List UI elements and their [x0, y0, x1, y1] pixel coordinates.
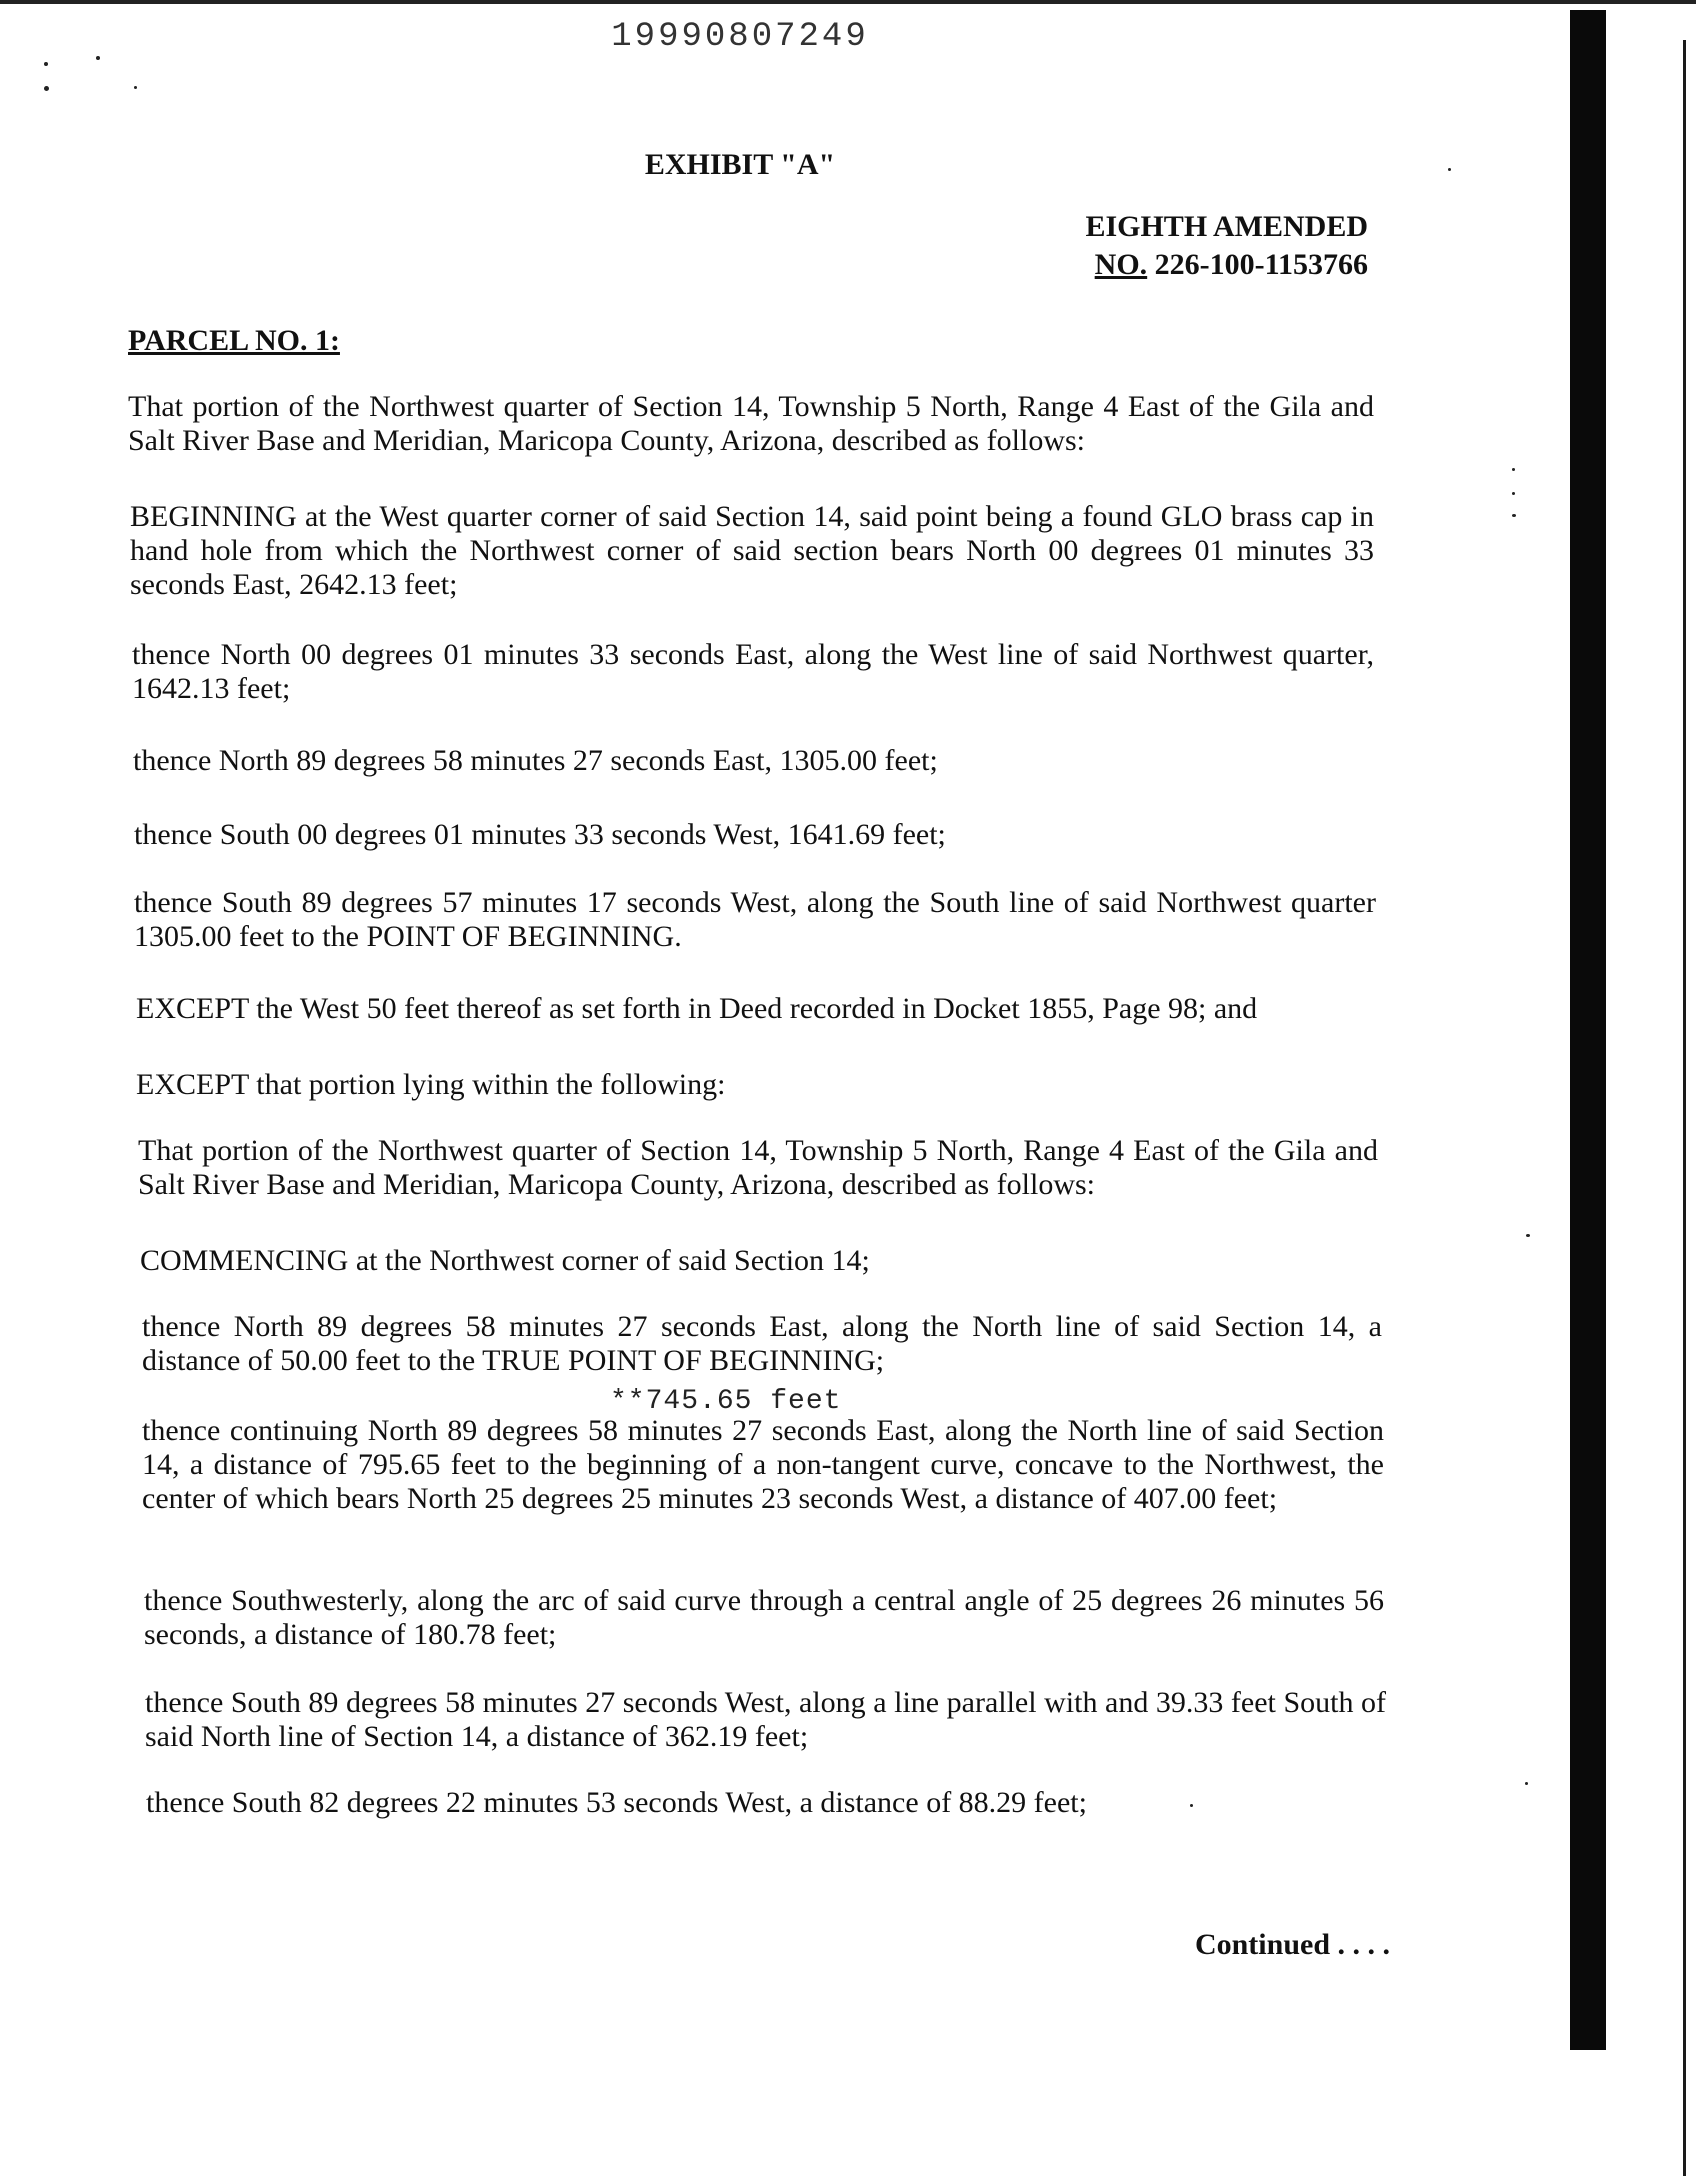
exhibit-title: EXHIBIT "A" — [644, 148, 836, 181]
scan-speck — [1512, 468, 1515, 471]
amended-block — [1085, 208, 1368, 284]
paragraph-exception: EXCEPT that portion lying within the following: — [136, 1068, 726, 1101]
order-number-value: 226-100-1153766 — [1154, 248, 1368, 281]
paragraph-course: thence South 89 degrees 57 minutes 17 seconds West, along the South line of said Northwest quarter 1305.00 feet to the POINT OF BEGINNING. — [134, 886, 1376, 953]
scan-speck — [44, 86, 49, 91]
scan-speck — [1512, 492, 1515, 495]
order-number-prefix: NO. — [1094, 248, 1148, 281]
continued-marker: Continued . . . . — [1194, 1928, 1390, 1961]
paragraph-course: thence North 89 degrees 58 minutes 27 seconds East, 1305.00 feet; — [133, 744, 938, 777]
paragraph-course: thence South 82 degrees 22 minutes 53 seconds West, a distance of 88.29 feet; — [146, 1786, 1087, 1819]
scan-speck — [134, 86, 137, 89]
paragraph-beginning: BEGINNING at the West quarter corner of said Section 14, said point being a found GLO brass cap in hand hole from which the Northwest corner of said section bears North 00 degrees 01 minutes 33 seconds East, 2642.13 feet; — [130, 500, 1374, 601]
paragraph-course: thence Southwesterly, along the arc of said curve through a central angle of 25 degrees 26 minutes 56 seconds, a distance of 180.78 feet; — [144, 1584, 1384, 1651]
parcel-heading: PARCEL NO. 1: — [128, 324, 340, 357]
scan-speck — [1512, 514, 1516, 517]
paragraph-description: That portion of the Northwest quarter of Section 14, Township 5 North, Range 4 East of the Gila and Salt River Base and Meridian, Maricopa County, Arizona, described as follows: — [128, 390, 1374, 457]
scan-edge-bar — [1570, 10, 1606, 2050]
amended-label: EIGHTH AMENDED — [1085, 210, 1368, 243]
paragraph-course: thence South 89 degrees 58 minutes 27 seconds West, along a line parallel with and 39.33 feet South of said North line of Section 14, a distance of 362.19 feet; — [145, 1686, 1386, 1753]
paragraph-course: thence North 89 degrees 58 minutes 27 seconds East, along the North line of said Section 14, a distance of 50.00 feet to the TRUE POINT OF BEGINNING; — [142, 1310, 1382, 1377]
paragraph-course: thence North 00 degrees 01 minutes 33 seconds East, along the West line of said Northwest quarter, 1642.13 feet; — [132, 638, 1374, 705]
paragraph-exception: EXCEPT the West 50 feet thereof as set forth in Deed recorded in Docket 1855, Page 98; and — [136, 992, 1258, 1025]
document-number: 19990807249 — [611, 18, 869, 56]
scan-speck — [1525, 1782, 1528, 1785]
paragraph-description: That portion of the Northwest quarter of Section 14, Township 5 North, Range 4 East of the Gila and Salt River Base and Meridian, Maricopa County, Arizona, described as follows: — [138, 1134, 1378, 1201]
scan-speck — [96, 56, 100, 60]
paragraph-course: thence continuing North 89 degrees 58 minutes 27 seconds East, along the North line of said Section 14, a distance of 795.65 feet to the beginning of a non-tangent curve, concave to the Northwest, the center of which bears North 25 degrees 25 minutes 23 seconds West, a distance of 407.00 feet; — [142, 1414, 1384, 1515]
order-number — [1085, 246, 1368, 284]
paragraph-commencing: COMMENCING at the Northwest corner of said Section 14; — [140, 1244, 870, 1277]
paragraph-course: thence South 00 degrees 01 minutes 33 seconds West, 1641.69 feet; — [134, 818, 946, 851]
top-scan-border — [0, 0, 1696, 4]
handwritten-correction: **745.65 feet — [610, 1386, 842, 1417]
scan-speck — [1526, 1234, 1530, 1237]
scan-speck — [44, 62, 48, 66]
scan-edge-line — [1683, 40, 1686, 2176]
